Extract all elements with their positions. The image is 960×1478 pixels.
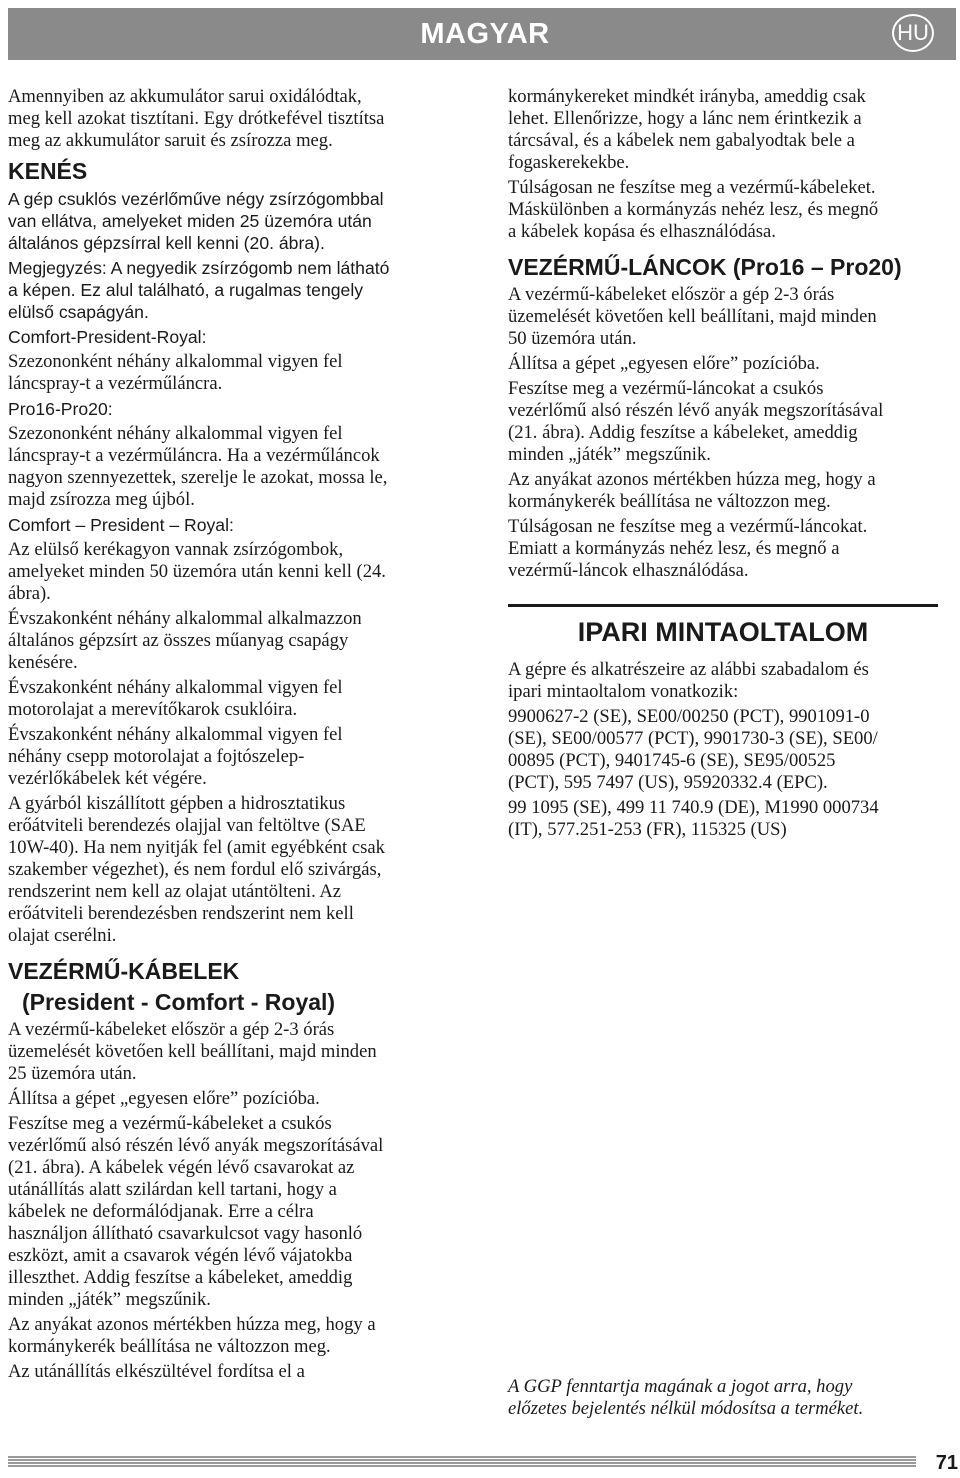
hydrostatic-paragraph-line: olajat cserélni. (8, 925, 117, 946)
pro-text-line: Szezononként néhány alkalommal vigyen fel (8, 423, 343, 444)
lancok-paragraph-4-line: Az anyákat azonos mértékben húzza meg, hogy a (508, 469, 876, 490)
continued-paragraph-1-line: tárcsával, és a kábelek nem gabalyodtak bele a (508, 130, 855, 151)
ipari-patent-list-2 (508, 797, 954, 841)
kabelek-paragraph-5: Az utánállítás elkészültével fordítsa el a (8, 1361, 305, 1382)
ipari-patent-list-1-line: 00895 (PCT), 9401745-6 (SE), SE95/00525 (508, 750, 836, 771)
kenes-paragraph-line: van ellátva, amelyeket miden 25 üzemóra után (8, 211, 372, 231)
kenes-paragraph-line: általános gépzsírral kell kenni (20. ábra). (8, 233, 325, 253)
kabelek-paragraph-4 (8, 1314, 454, 1358)
page-language-title: MAGYAR (420, 18, 550, 50)
kenes-paragraph-line: A gép csuklós vezérlőműve négy zsírzógombbal (8, 189, 384, 209)
footer-disclaimer (508, 1376, 954, 1420)
kabelek-paragraph-1-line: A vezérmű-kábeleket először a gép 2-3 órás (8, 1019, 335, 1040)
pro-text-line: majd zsírozza meg újból. (8, 489, 195, 510)
lancok-paragraph-3 (508, 378, 954, 466)
cpr2-text-line: amelyeket minden 50 üzemóra után kenni kell (24. (8, 561, 386, 582)
pro-text (8, 423, 454, 511)
kenes-paragraph (8, 188, 454, 254)
kabelek-paragraph-1 (8, 1019, 454, 1085)
heading-ipari-mintaoltalom: IPARI MINTAOLTALOM (577, 617, 869, 647)
page-number: 71 (935, 1452, 958, 1474)
kenes-note-line: Megjegyzés: A negyedik zsírzógomb nem látható (8, 258, 390, 278)
lancok-paragraph-3-line: Feszítse meg a vezérmű-láncokat a csukós (508, 378, 824, 399)
season-paragraph-3 (8, 724, 454, 790)
hydrostatic-paragraph-line: rendszerint nem kell az olajat utántölteni. Az (8, 881, 342, 902)
ipari-patent-list-1-line: 9900627-2 (SE), SE00/00250 (PCT), 9901091-0 (508, 706, 870, 727)
footer-disclaimer-line: A GGP fenntartja magának a jogot arra, hogy (508, 1376, 853, 1397)
cpr2-text-line: ábra). (8, 583, 51, 604)
hydrostatic-paragraph-line: erőátviteli berendezés olajjal van feltöltve (SAE (8, 815, 366, 836)
lancok-paragraph-1 (508, 284, 954, 350)
heading-vezermu-kabelek-sub: (President - Comfort - Royal) (22, 989, 336, 1015)
kabelek-paragraph-3-line: Feszítse meg a vezérmű-kábeleket a csukós (8, 1113, 332, 1134)
lancok-paragraph-4-line: kormánykerék beállítása ne változzon meg. (508, 491, 831, 512)
continued-paragraph-1-line: lehet. Ellenőrizze, hogy a lánc nem érintkezik a (508, 108, 862, 129)
cpr2-text-line: Az elülső kerékagyon vannak zsírzógombok, (8, 539, 344, 560)
continued-paragraph-2-line: a kábelek kopása és elhasználódása. (508, 221, 776, 242)
hydrostatic-paragraph-line: erőátviteli berendezésben rendszerint nem kell (8, 903, 354, 924)
heading-kenes: KENÉS (8, 158, 88, 184)
season-paragraph-2 (8, 677, 454, 721)
kenes-note-line: elülső csapágyán. (8, 302, 149, 322)
kabelek-paragraph-3 (8, 1113, 454, 1311)
kenes-note (8, 257, 454, 323)
kabelek-paragraph-4-line: kormánykerék beállítása ne változzon meg. (8, 1336, 331, 1357)
kabelek-paragraph-4-line: Az anyákat azonos mértékben húzza meg, hogy a (8, 1314, 376, 1335)
ipari-patent-list-1-line: (PCT), 595 7497 (US), 95920332.4 (EPC). (508, 772, 828, 793)
continued-paragraph-1-line: fogaskerekekbe. (508, 152, 630, 173)
season-paragraph-3-line: vezérlőkábelek két végére. (8, 768, 207, 789)
kabelek-paragraph-3-line: kábelek ne deformálódjanak. Erre a célra (8, 1201, 314, 1222)
season-paragraph-1 (8, 608, 454, 674)
hydrostatic-paragraph-line: A gyárból kiszállított gépben a hidrosztatikus (8, 793, 346, 814)
continued-paragraph-2 (508, 177, 954, 243)
lancok-paragraph-3-line: (21. ábra). Addig feszítse a kábeleket, ameddig (508, 422, 858, 443)
ipari-patent-list-1 (508, 706, 954, 794)
language-badge: HU (892, 14, 934, 52)
kabelek-paragraph-3-line: utánállítás alatt szilárdan kell tartani, hogy a (8, 1179, 337, 1200)
season-paragraph-2-line: Évszakonként néhány alkalommal vigyen fel (8, 677, 343, 698)
pro-text-line: nagyon szennyezettek, szerelje le azokat, mossa le, (8, 467, 388, 488)
lancok-paragraph-3-line: minden „játék” megszűnik. (508, 444, 711, 465)
continued-paragraph-2-line: Túlságosan ne feszítse meg a vezérmű-kábeleket. (508, 177, 876, 198)
lancok-paragraph-5-line: Emiatt a kormányzás nehéz lesz, és megnő a (508, 538, 840, 559)
footer-disclaimer-line: előzetes bejelentés nélkül módosítsa a terméket. (508, 1398, 864, 1419)
battery-intro (8, 86, 454, 152)
cpr-text-line: láncspray-t a vezérműláncra. (8, 373, 223, 394)
season-paragraph-1-line: általános gépzsírt az összes műanyag csapágy (8, 630, 349, 651)
left-column (8, 86, 454, 1386)
lancok-paragraph-5-line: vezérmű-láncok elhasználódása. (508, 560, 749, 581)
cpr-text-line: Szezononként néhány alkalommal vigyen fel (8, 351, 343, 372)
ipari-patent-list-2-line: (IT), 577.251-253 (FR), 115325 (US) (508, 819, 787, 840)
kabelek-paragraph-3-line: illeszthet. Addig feszítse a kábeleket, ameddig (8, 1267, 353, 1288)
season-paragraph-3-line: néhány csepp motorolajat a fojtószelep- (8, 746, 305, 767)
lancok-paragraph-2: Állítsa a gépet „egyesen előre” pozícióba. (508, 353, 820, 374)
continued-paragraph-2-line: Máskülönben a kormányzás nehéz lesz, és megnő (508, 199, 879, 220)
lancok-paragraph-3-line: vezérlőmű alsó részén lévő anyák megszorításával (508, 400, 884, 421)
right-column (508, 86, 954, 844)
heading-vezermu-lancok: VEZÉRMŰ-LÁNCOK (Pro16 – Pro20) (508, 254, 902, 280)
footer-bar (8, 1456, 916, 1468)
kabelek-paragraph-1-line: üzemelését követően kell beállítani, majd minden (8, 1041, 377, 1062)
season-paragraph-3-line: Évszakonként néhány alkalommal vigyen fel (8, 724, 343, 745)
cpr-label: Comfort-President-Royal: (8, 327, 207, 347)
battery-intro-line: Amennyiben az akkumulátor sarui oxidálódtak, (8, 86, 362, 107)
section-rule-top (508, 604, 938, 607)
kabelek-paragraph-2: Állítsa a gépet „egyesen előre” pozícióba. (8, 1088, 320, 1109)
lancok-paragraph-4 (508, 469, 954, 513)
pro-label: Pro16-Pro20: (8, 399, 113, 419)
kabelek-paragraph-3-line: eszközt, amit a csavarok végén lévő vájatokba (8, 1245, 353, 1266)
ipari-paragraph-1-line: A gépre és alkatrészeire az alábbi szabadalom és (508, 659, 869, 680)
ipari-paragraph-1-line: ipari mintaoltalom vonatkozik: (508, 681, 739, 702)
lancok-paragraph-1-line: A vezérmű-kábeleket először a gép 2-3 órás (508, 284, 835, 305)
kenes-note-line: a képen. Ez alul található, a rugalmas tengely (8, 280, 364, 300)
ipari-patent-list-2-line: 99 1095 (SE), 499 11 740.9 (DE), M1990 000734 (508, 797, 879, 818)
lancok-paragraph-1-line: 50 üzemóra után. (508, 328, 637, 349)
lancok-paragraph-5-line: Túlságosan ne feszítse meg a vezérmű-láncokat. (508, 516, 868, 537)
season-paragraph-2-line: motorolajat a merevítőkarok csuklóira. (8, 699, 298, 720)
ipari-patent-list-1-line: (SE), SE00/00577 (PCT), 9901730-3 (SE), SE00/ (508, 728, 878, 749)
season-paragraph-1-line: Évszakonként néhány alkalommal alkalmazzon (8, 608, 362, 629)
kabelek-paragraph-1-line: 25 üzemóra után. (8, 1063, 137, 1084)
kabelek-paragraph-3-line: vezérlőmű alsó részén lévő anyák megszorításával (8, 1135, 384, 1156)
continued-paragraph-1-line: kormánykereket mindkét irányba, ameddig csak (508, 86, 866, 107)
heading-vezermu-kabelek: VEZÉRMŰ-KÁBELEK (8, 958, 240, 984)
kabelek-paragraph-3-line: használjon állítható csavarkulcsot vagy hasonló (8, 1223, 363, 1244)
cpr2-text (8, 539, 454, 605)
battery-intro-line: meg az akkumulátor saruit és zsírozza meg. (8, 130, 333, 151)
pro-text-line: láncspray-t a vezérműláncra. Ha a vezérműláncok (8, 445, 380, 466)
lancok-paragraph-5 (508, 516, 954, 582)
hydrostatic-paragraph (8, 793, 454, 947)
kabelek-paragraph-3-line: (21. ábra). A kábelek végén lévő csavarokat az (8, 1157, 355, 1178)
lancok-paragraph-1-line: üzemelését követően kell beállítani, majd minden (508, 306, 877, 327)
hydrostatic-paragraph-line: 10W-40). Ha nem nyitják fel (amit egyébként csak (8, 837, 385, 858)
season-paragraph-1-line: kenésére. (8, 652, 78, 673)
kabelek-paragraph-3-line: minden „játék” megszűnik. (8, 1289, 211, 1310)
cpr2-label: Comfort – President – Royal: (8, 515, 234, 535)
cpr-text (8, 351, 454, 395)
continued-paragraph-1 (508, 86, 954, 174)
battery-intro-line: meg kell azokat tisztítani. Egy drótkefével tisztítsa (8, 108, 385, 129)
ipari-paragraph-1 (508, 659, 954, 703)
hydrostatic-paragraph-line: szakember végezhet), és nem fordul elő szivárgás, (8, 859, 382, 880)
